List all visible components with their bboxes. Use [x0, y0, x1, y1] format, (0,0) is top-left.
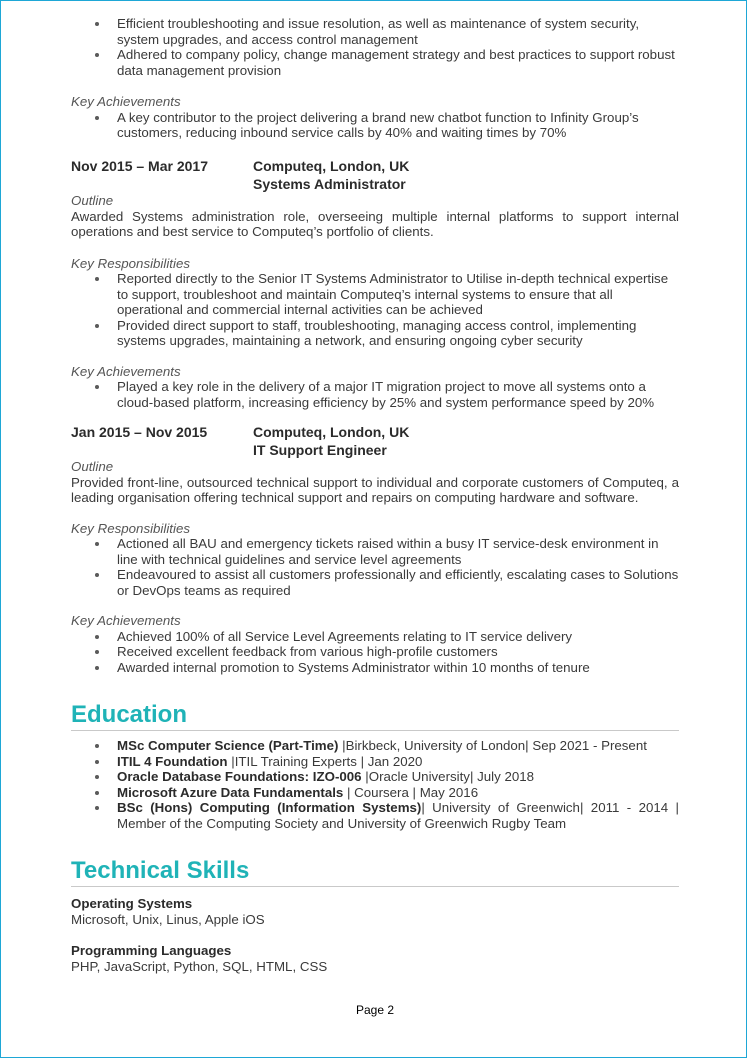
- skill-group: [71, 943, 679, 974]
- outline-label: Outline: [71, 459, 114, 474]
- education-item: [71, 754, 679, 770]
- previous-job-continued: [71, 16, 679, 141]
- job-entry: [71, 423, 679, 675]
- achievements-label: Key Achievements: [71, 94, 181, 109]
- education-list: [71, 738, 679, 831]
- job-achievements: [71, 379, 679, 410]
- job-dates: Nov 2015 – Mar 2017: [71, 158, 208, 174]
- achievements-label: Key Achievements: [71, 613, 181, 628]
- list-item: Reported directly to the Senior IT Systems Administrator to Utilise in-depth technical expertise to support, troubleshoot and maintain Computeq’s internal systems to ensure that all operational and commercial internal activities can be achieved: [71, 271, 679, 318]
- education-title: MSc Computer Science (Part-Time): [117, 738, 339, 753]
- job-entry: [71, 157, 679, 410]
- list-item: Received excellent feedback from various high-profile customers: [71, 644, 679, 660]
- list-item: Actioned all BAU and emergency tickets raised within a busy IT service-desk environment in line with technical guidelines and service level agreements: [71, 536, 679, 567]
- skill-group: [71, 896, 679, 927]
- previous-job-achievements: [71, 110, 679, 141]
- job-dates: Jan 2015 – Nov 2015: [71, 424, 208, 440]
- list-item: Played a key role in the delivery of a major IT migration project to move all systems onto a cloud-based platform, increasing efficiency by 25% and system performance speed by 20%: [71, 379, 679, 410]
- skill-group-items: Microsoft, Unix, Linus, Apple iOS: [71, 911, 265, 927]
- list-item: A key contributor to the project delivering a brand new chatbot function to Infinity Group’s customers, reducing inbound service calls by 40% and waiting times by 70%: [71, 110, 679, 141]
- education-item: [71, 769, 679, 785]
- responsibilities-label: Key Responsibilities: [71, 255, 190, 271]
- job-responsibilities: [71, 271, 679, 349]
- section-heading: Technical Skills: [71, 857, 679, 887]
- list-item: Achieved 100% of all Service Level Agreements relating to IT service delivery: [71, 629, 679, 645]
- job-company: Computeq, London, UK: [253, 424, 410, 440]
- achievements-label: Key Achievements: [71, 363, 181, 379]
- education-item: [71, 800, 679, 831]
- job-company: Computeq, London, UK: [253, 158, 410, 174]
- list-item: Endeavoured to assist all customers professionally and efficiently, escalating cases to Solutions or DevOps teams as required: [71, 567, 679, 598]
- education-item: [71, 738, 679, 754]
- job-title: Systems Administrator: [253, 176, 406, 192]
- job-header: [71, 157, 679, 193]
- job-responsibilities: [71, 536, 679, 598]
- responsibilities-label: Key Responsibilities: [71, 520, 190, 536]
- job-achievements: [71, 629, 679, 676]
- skills-section: [71, 857, 679, 974]
- education-detail: | University of Greenwich| 2011 - 2014 | Member of the Computing Society and University of Greenwich Rugby Team: [117, 800, 679, 831]
- education-detail: | Coursera | May 2016: [343, 784, 479, 800]
- skill-group-title: Operating Systems: [71, 896, 193, 911]
- list-item: Provided direct support to staff, troubleshooting, managing access control, implementing systems upgrades, maintaining a network, and ensuring ongoing cyber security: [71, 318, 679, 349]
- job-title: IT Support Engineer: [253, 442, 387, 458]
- education-item: [71, 785, 679, 801]
- education-title: Oracle Database Foundations: IZO-006: [117, 769, 362, 784]
- education-title: BSc (Hons) Computing (Information Systems): [117, 800, 422, 815]
- education-title: Microsoft Azure Data Fundamentals: [117, 784, 344, 800]
- education-title: ITIL 4 Foundation: [117, 753, 228, 769]
- page-number: Page 2: [355, 1003, 395, 1017]
- list-item: Adhered to company policy, change management strategy and best practices to support robust data management provision: [71, 47, 679, 78]
- job-header: [71, 423, 679, 459]
- job-outline: Awarded Systems administration role, overseeing multiple internal platforms to support internal operations and best service to Computeq’s portfolio of clients.: [71, 208, 679, 239]
- education-detail: |Oracle University| July 2018: [361, 769, 535, 784]
- skill-group-items: PHP, JavaScript, Python, SQL, HTML, CSS: [71, 958, 328, 974]
- outline-label: Outline: [71, 193, 114, 208]
- education-detail: |Birkbeck, University of London| Sep 2021 - Present: [338, 738, 647, 753]
- list-item: Awarded internal promotion to Systems Administrator within 10 months of tenure: [71, 660, 679, 676]
- skill-group-title: Programming Languages: [71, 943, 232, 958]
- section-heading: Education: [71, 701, 679, 731]
- previous-job-responsibilities: [71, 16, 679, 78]
- education-section: [71, 701, 679, 831]
- job-outline: Provided front-line, outsourced technical support to individual and corporate customers of Computeq, a leading organisation offering technical support and repairs on computing hardware and software.: [71, 474, 679, 505]
- education-detail: |ITIL Training Experts | Jan 2020: [227, 753, 423, 769]
- list-item: Efficient troubleshooting and issue resolution, as well as maintenance of system security, system upgrades, and access control management: [71, 16, 679, 47]
